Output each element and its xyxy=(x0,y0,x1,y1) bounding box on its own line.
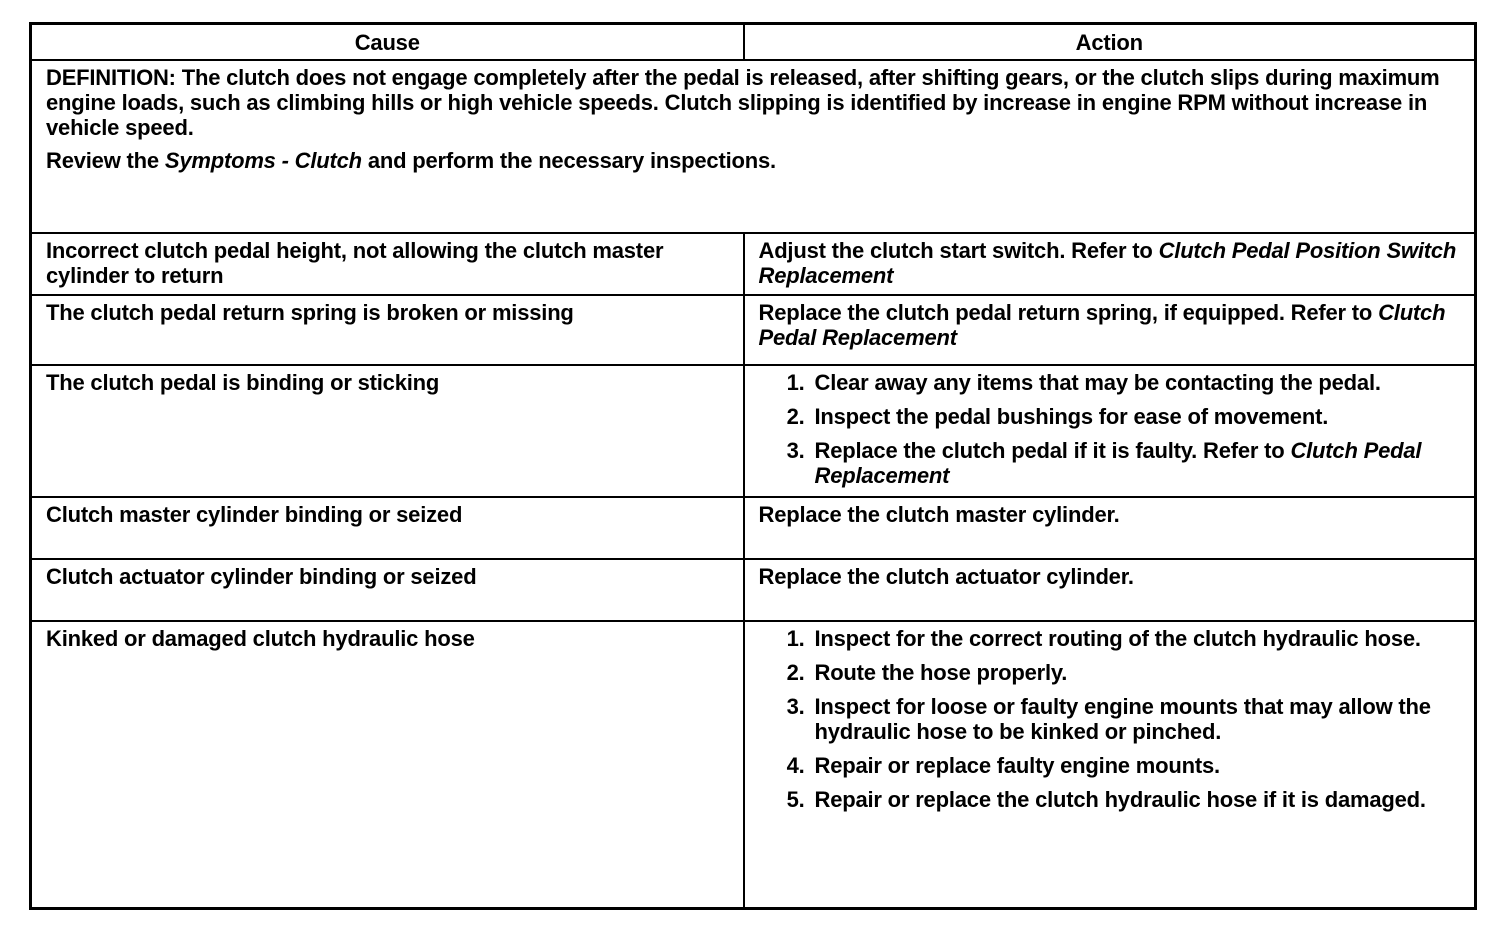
definition-paragraph xyxy=(46,65,1460,140)
table-row xyxy=(31,365,1476,497)
header-row xyxy=(31,24,1476,61)
symptom-table-page xyxy=(29,22,1477,910)
diagnostic-table xyxy=(29,22,1477,910)
action-cell xyxy=(744,295,1476,365)
step-item xyxy=(811,438,1461,488)
cause-cell: Clutch actuator cylinder binding or seized xyxy=(31,559,744,621)
action-reference: Clutch Pedal Position Switch Replacement xyxy=(758,237,1457,288)
action-cell xyxy=(744,365,1476,497)
step-text: Inspect the pedal bushings for ease of movement. xyxy=(814,403,1329,429)
action-reference: Clutch Pedal Replacement xyxy=(758,299,1446,350)
review-paragraph xyxy=(46,148,1460,173)
cause-cell: Clutch master cylinder binding or seized xyxy=(31,497,744,559)
definition-row xyxy=(31,60,1476,233)
definition-text: The clutch does not engage completely after the pedal is released, after shifting gears, or the clutch slips during maximum engine loads, such as climbing hills or high vehicle speeds. Clutch slipping is identified by increase in engine RPM without increase in vehicle speed. xyxy=(46,65,1440,140)
action-cell xyxy=(744,621,1476,909)
cause-cell: The clutch pedal return spring is broken or missing xyxy=(31,295,744,365)
cause-header: Cause xyxy=(31,24,744,61)
table-row xyxy=(31,621,1476,909)
step-text: Repair or replace the clutch hydraulic hose if it is damaged. xyxy=(814,786,1426,812)
action-cell: Replace the clutch master cylinder. xyxy=(744,497,1476,559)
step-text: Inspect for loose or faulty engine mounts that may allow the hydraulic hose to be kinked or pinched. xyxy=(814,693,1431,744)
table-row xyxy=(31,559,1476,621)
step-item xyxy=(811,753,1461,778)
table-row xyxy=(31,295,1476,365)
step-item xyxy=(811,694,1461,744)
step-item xyxy=(811,370,1461,395)
step-item xyxy=(811,626,1461,651)
review-prefix: Review the xyxy=(46,148,165,173)
step-text: Replace the clutch pedal if it is faulty. Refer to xyxy=(814,437,1291,463)
action-steps xyxy=(759,370,1461,488)
step-text: Repair or replace faulty engine mounts. xyxy=(814,752,1220,778)
cause-cell: Incorrect clutch pedal height, not allowing the clutch master cylinder to return xyxy=(31,233,744,295)
action-cell xyxy=(744,233,1476,295)
table-row xyxy=(31,233,1476,295)
step-reference: Clutch Pedal Replacement xyxy=(814,437,1422,488)
table-row xyxy=(31,497,1476,559)
action-text: Replace the clutch pedal return spring, if equipped. Refer to xyxy=(758,299,1379,325)
step-item xyxy=(811,787,1461,812)
cause-cell: Kinked or damaged clutch hydraulic hose xyxy=(31,621,744,909)
step-text: Clear away any items that may be contacting the pedal. xyxy=(814,369,1381,395)
action-text: Adjust the clutch start switch. Refer to xyxy=(758,237,1159,263)
step-item xyxy=(811,660,1461,685)
definition-label: DEFINITION: xyxy=(46,65,176,90)
step-item xyxy=(811,404,1461,429)
review-link: Symptoms - Clutch xyxy=(164,148,362,173)
step-text: Inspect for the correct routing of the clutch hydraulic hose. xyxy=(814,625,1421,651)
action-steps xyxy=(759,626,1461,812)
definition-cell xyxy=(31,60,1476,233)
step-text: Route the hose properly. xyxy=(814,659,1068,685)
action-cell: Replace the clutch actuator cylinder. xyxy=(744,559,1476,621)
cause-cell: The clutch pedal is binding or sticking xyxy=(31,365,744,497)
review-suffix: and perform the necessary inspections. xyxy=(361,148,776,173)
action-header: Action xyxy=(744,24,1476,61)
